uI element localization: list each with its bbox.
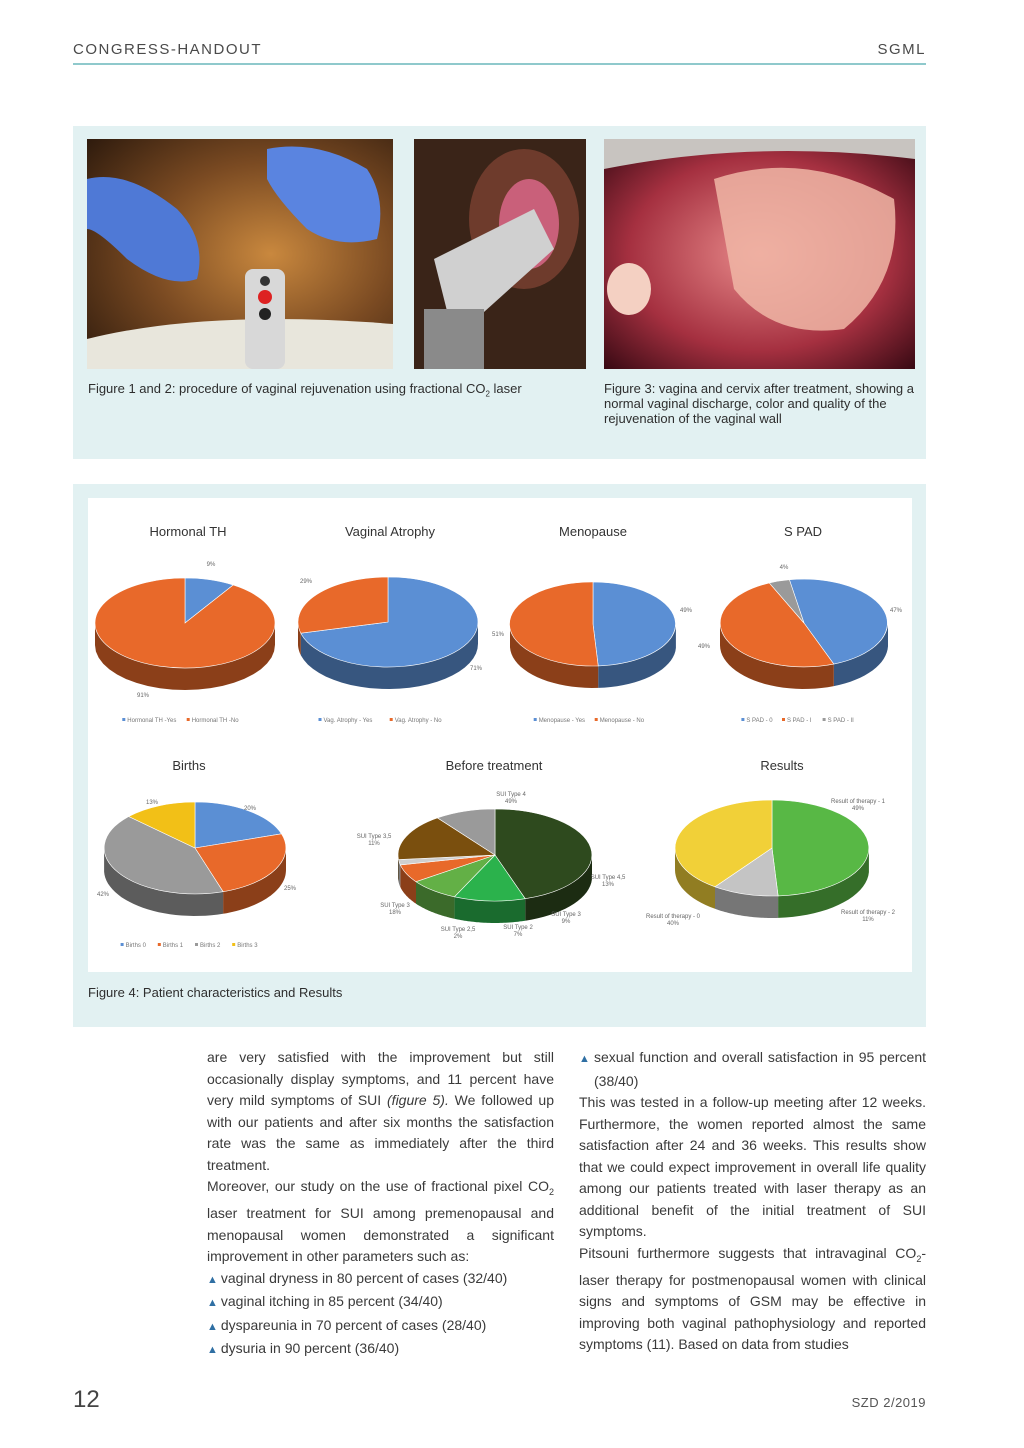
- data-label-3-2: 4%: [779, 565, 789, 571]
- data-label-6-0: Result of therapy - 1 49%: [830, 799, 886, 812]
- data-label-1-0: 71%: [469, 666, 483, 672]
- legend-swatch-2-0: [534, 718, 537, 721]
- legend-entry-2-1: Menopause - No: [599, 718, 645, 724]
- text-span: Pitsouni furthermore suggests that intravaginal CO: [579, 1244, 917, 1261]
- running-header-right: SGML: [877, 41, 926, 58]
- triangle-bullet-icon: ▲: [207, 1320, 218, 1333]
- figure-reference: (figure 5).: [387, 1092, 449, 1108]
- legend-swatch-4-3: [232, 943, 235, 946]
- bullet-text: sexual function and overall satisfaction in 95 percent (38/40): [593, 1049, 927, 1089]
- legend-entry-1-1: Vag. Atrophy - No: [394, 718, 442, 724]
- legend-swatch-1-1: [390, 718, 393, 721]
- bullet-text: dyspareunia in 70 percent of cases (28/40): [220, 1316, 487, 1333]
- chart-title-menopause: Menopause: [559, 524, 627, 539]
- paragraph-left-2: [207, 1176, 554, 1268]
- legend-entry-4-1: Births 1: [162, 943, 184, 949]
- paragraph-right-1: This was tested in a follow-up meeting after 12 weeks. Furthermore, the women reported almost the same satisfaction after 24 and 36 weeks. This results show that we could expect improvement in overall life quality among our patients treated with laser therapy as an additional benefit of the initial treatment of SUI symptoms.: [579, 1094, 926, 1239]
- chart-title-vaginal-atrophy: Vaginal Atrophy: [344, 524, 436, 539]
- data-label-6-1: Result of therapy - 2 11%: [840, 910, 896, 923]
- data-label-2-0: 49%: [679, 608, 693, 614]
- photo-figure-2: [414, 139, 586, 369]
- bullet-item: [207, 1338, 554, 1362]
- page-number: 12: [73, 1386, 100, 1413]
- chart-title-births: Births: [172, 758, 206, 773]
- bullet-text: vaginal dryness in 80 percent of cases (32/40): [220, 1269, 508, 1286]
- legend-entry-1-0: Vag. Atrophy - Yes: [323, 718, 373, 724]
- triangle-bullet-icon: ▲: [207, 1344, 218, 1357]
- paragraph-left-1: [207, 1047, 554, 1176]
- triangle-bullet-icon: ▲: [207, 1273, 218, 1286]
- data-label-6-2: Result of therapy - 0 40%: [645, 914, 701, 927]
- caption-figure-3: Figure 3: vagina and cervix after treatment, showing a normal vaginal discharge, color and quality of the rejuvenation of the vaginal wall: [604, 381, 914, 426]
- data-label-5-4: SUI Type 2,5 2%: [440, 927, 476, 940]
- legend-entry-0-1: Hormonal TH -No: [191, 718, 239, 724]
- legend-swatch-3-0: [741, 718, 744, 721]
- legend-swatch-3-2: [823, 718, 826, 721]
- text-span: Moreover, our study on the use of fractional pixel CO: [207, 1178, 549, 1194]
- bullet-item: [207, 1268, 554, 1292]
- chart-title-s-pad: S PAD: [783, 524, 823, 539]
- photo-figure-3: [604, 139, 915, 369]
- legend-entry-2-0: Menopause - Yes: [538, 718, 586, 724]
- data-label-4-2: 42%: [96, 892, 110, 898]
- header-rule: [73, 63, 926, 65]
- legend-entry-4-0: Births 0: [125, 943, 146, 949]
- caption-figure-1-2-end: laser: [489, 381, 522, 396]
- caption-figure-4: Figure 4: Patient characteristics and Results: [88, 985, 343, 1000]
- triangle-bullet-icon: ▲: [207, 1297, 218, 1310]
- data-label-5-5: SUI Type 3 18%: [380, 903, 410, 916]
- data-label-2-1: 51%: [491, 632, 505, 638]
- data-label-3-1: 49%: [697, 644, 711, 650]
- data-label-3-0: 47%: [889, 608, 903, 614]
- legend-swatch-2-1: [595, 718, 598, 721]
- legend-entry-0-0: Hormonal TH -Yes: [127, 718, 177, 724]
- data-label-1-1: 29%: [299, 579, 313, 585]
- bullet-item: [207, 1315, 554, 1339]
- data-label-5-2: SUI Type 3 9%: [551, 912, 581, 925]
- data-label-5-1: SUI Type 4,5 13%: [590, 875, 626, 888]
- caption-figure-1-2-text: Figure 1 and 2: procedure of vaginal rejuvenation using fractional CO: [88, 381, 486, 396]
- legend-entry-3-2: S PAD - II: [827, 718, 854, 724]
- pie-charts: [88, 498, 912, 972]
- text-span: laser treatment for SUI among premenopausal and menopausal women demonstrated a significant improvement in other parameters such as:: [207, 1205, 554, 1265]
- bullet-item: [579, 1047, 926, 1092]
- bullet-text: dysuria in 90 percent (36/40): [220, 1340, 400, 1357]
- journal-issue: SZD 2/2019: [851, 1395, 926, 1410]
- pie-chart-3: [698, 565, 903, 724]
- text-column-right: [579, 1047, 926, 1356]
- bullet-item: [207, 1291, 554, 1315]
- legend-entry-3-1: S PAD - I: [787, 718, 812, 724]
- text-span: are very satisfied with the improvement but still occasionally display symptoms, and 11 percent have very mild symptoms of SUI: [207, 1049, 554, 1108]
- legend-entry-4-3: Births 3: [237, 943, 258, 949]
- text-span: -laser therapy for postmenopausal women with clinical signs and symptoms of GSM may be effective in improving both vaginal pathophysiology and reported symptoms (11). Based on data from studies: [579, 1244, 926, 1353]
- legend-entry-3-0: S PAD - 0: [746, 718, 773, 724]
- text-column-left: [207, 1047, 554, 1362]
- caption-subscript: 2: [485, 389, 490, 399]
- pie-chart-5: [357, 792, 626, 940]
- legend-swatch-4-2: [195, 943, 198, 946]
- pie-chart-6: [646, 799, 896, 927]
- data-label-4-3: 13%: [145, 800, 159, 806]
- pie-chart-0: [95, 562, 275, 724]
- legend-swatch-0-0: [122, 718, 125, 721]
- legend-entry-4-2: Births 2: [200, 943, 221, 949]
- text-span: We followed up with our patients and after six months the satisfaction rate was the same as immediately after the third treatment.: [207, 1092, 554, 1173]
- data-label-0-0: 9%: [206, 562, 216, 568]
- data-label-4-1: 25%: [283, 886, 297, 892]
- chart-title-results: Results: [760, 758, 804, 773]
- legend-swatch-0-1: [187, 718, 190, 721]
- chart-title-hormonal-th: Hormonal TH: [149, 524, 227, 539]
- pie-chart-2: [492, 582, 693, 724]
- pie-chart-1: [298, 577, 483, 724]
- data-label-4-0: 20%: [243, 806, 257, 812]
- data-label-5-6: SUI Type 3,5 11%: [356, 834, 392, 847]
- pie-chart-4: [97, 800, 297, 949]
- chart-title-before-treatment: Before treatment: [445, 758, 543, 773]
- data-label-5-3: SUI Type 2 7%: [503, 925, 533, 938]
- photo-figure-1: [87, 139, 393, 369]
- data-label-5-0: SUI Type 4 49%: [496, 792, 526, 805]
- running-header-left: CONGRESS-HANDOUT: [73, 41, 263, 58]
- subscript: 2: [548, 1186, 554, 1197]
- paragraph-right-2: [579, 1243, 926, 1356]
- pie-slice-0-1: [95, 578, 275, 668]
- bullet-text: vaginal itching in 85 percent (34/40): [220, 1293, 443, 1310]
- caption-figure-1-2: [88, 381, 568, 402]
- legend-swatch-3-1: [782, 718, 785, 721]
- legend-swatch-1-0: [319, 718, 322, 721]
- data-label-0-1: 91%: [136, 693, 150, 699]
- legend-swatch-4-0: [121, 943, 124, 946]
- triangle-bullet-icon: ▲: [579, 1053, 591, 1065]
- legend-swatch-4-1: [158, 943, 161, 946]
- subscript: 2: [916, 1253, 922, 1264]
